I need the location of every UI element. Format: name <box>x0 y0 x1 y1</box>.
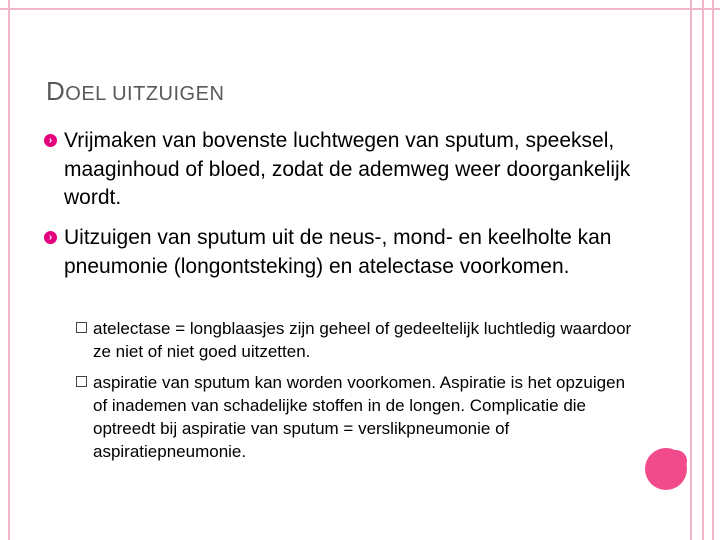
frame-right-line-inner <box>702 0 704 540</box>
frame-left-line <box>8 0 10 540</box>
bullet-text: Vrijmaken van bovenste luchtwegen van sputum, speeksel, maaginhoud of bloed, zodat de ademweg weer doorgankelijk wordt. <box>64 129 631 209</box>
sub-bullet-text: atelectase = longblaasjes zijn geheel of gedeeltelijk luchtledig waardoor ze niet of niet goed uitzetten. <box>93 319 632 361</box>
sub-bullet-item <box>76 317 633 363</box>
decorative-circle-large <box>645 448 687 490</box>
slide-title-rest: OEL UITZUIGEN <box>65 83 225 105</box>
frame-right-line-outer <box>690 0 692 540</box>
checkbox-bullet-icon <box>76 376 87 387</box>
sub-bullet-item <box>76 371 633 463</box>
bullet-icon: › <box>44 134 57 147</box>
slide-title <box>46 76 224 107</box>
bullet-text: Uitzuigen van sputum uit de neus-, mond- en keelholte kan pneumonie (longontsteking) en atelectase voorkomen. <box>64 226 612 278</box>
bullet-item <box>44 224 644 281</box>
bullet-item <box>44 127 644 213</box>
bullet-icon: › <box>44 231 57 244</box>
sub-bullet-text: aspiratie van sputum kan worden voorkomen. Aspiratie is het opzuigen of inademen van schadelijke stoffen in de longen. Complicatie die optreedt bij aspiratie van sputum = verslikpneumonie of aspiratiepneumonie. <box>93 373 626 461</box>
checkbox-bullet-icon <box>76 322 87 333</box>
frame-top-line <box>0 8 720 10</box>
slide-title-initial: D <box>46 76 66 106</box>
frame-right-line-edge <box>712 0 714 540</box>
